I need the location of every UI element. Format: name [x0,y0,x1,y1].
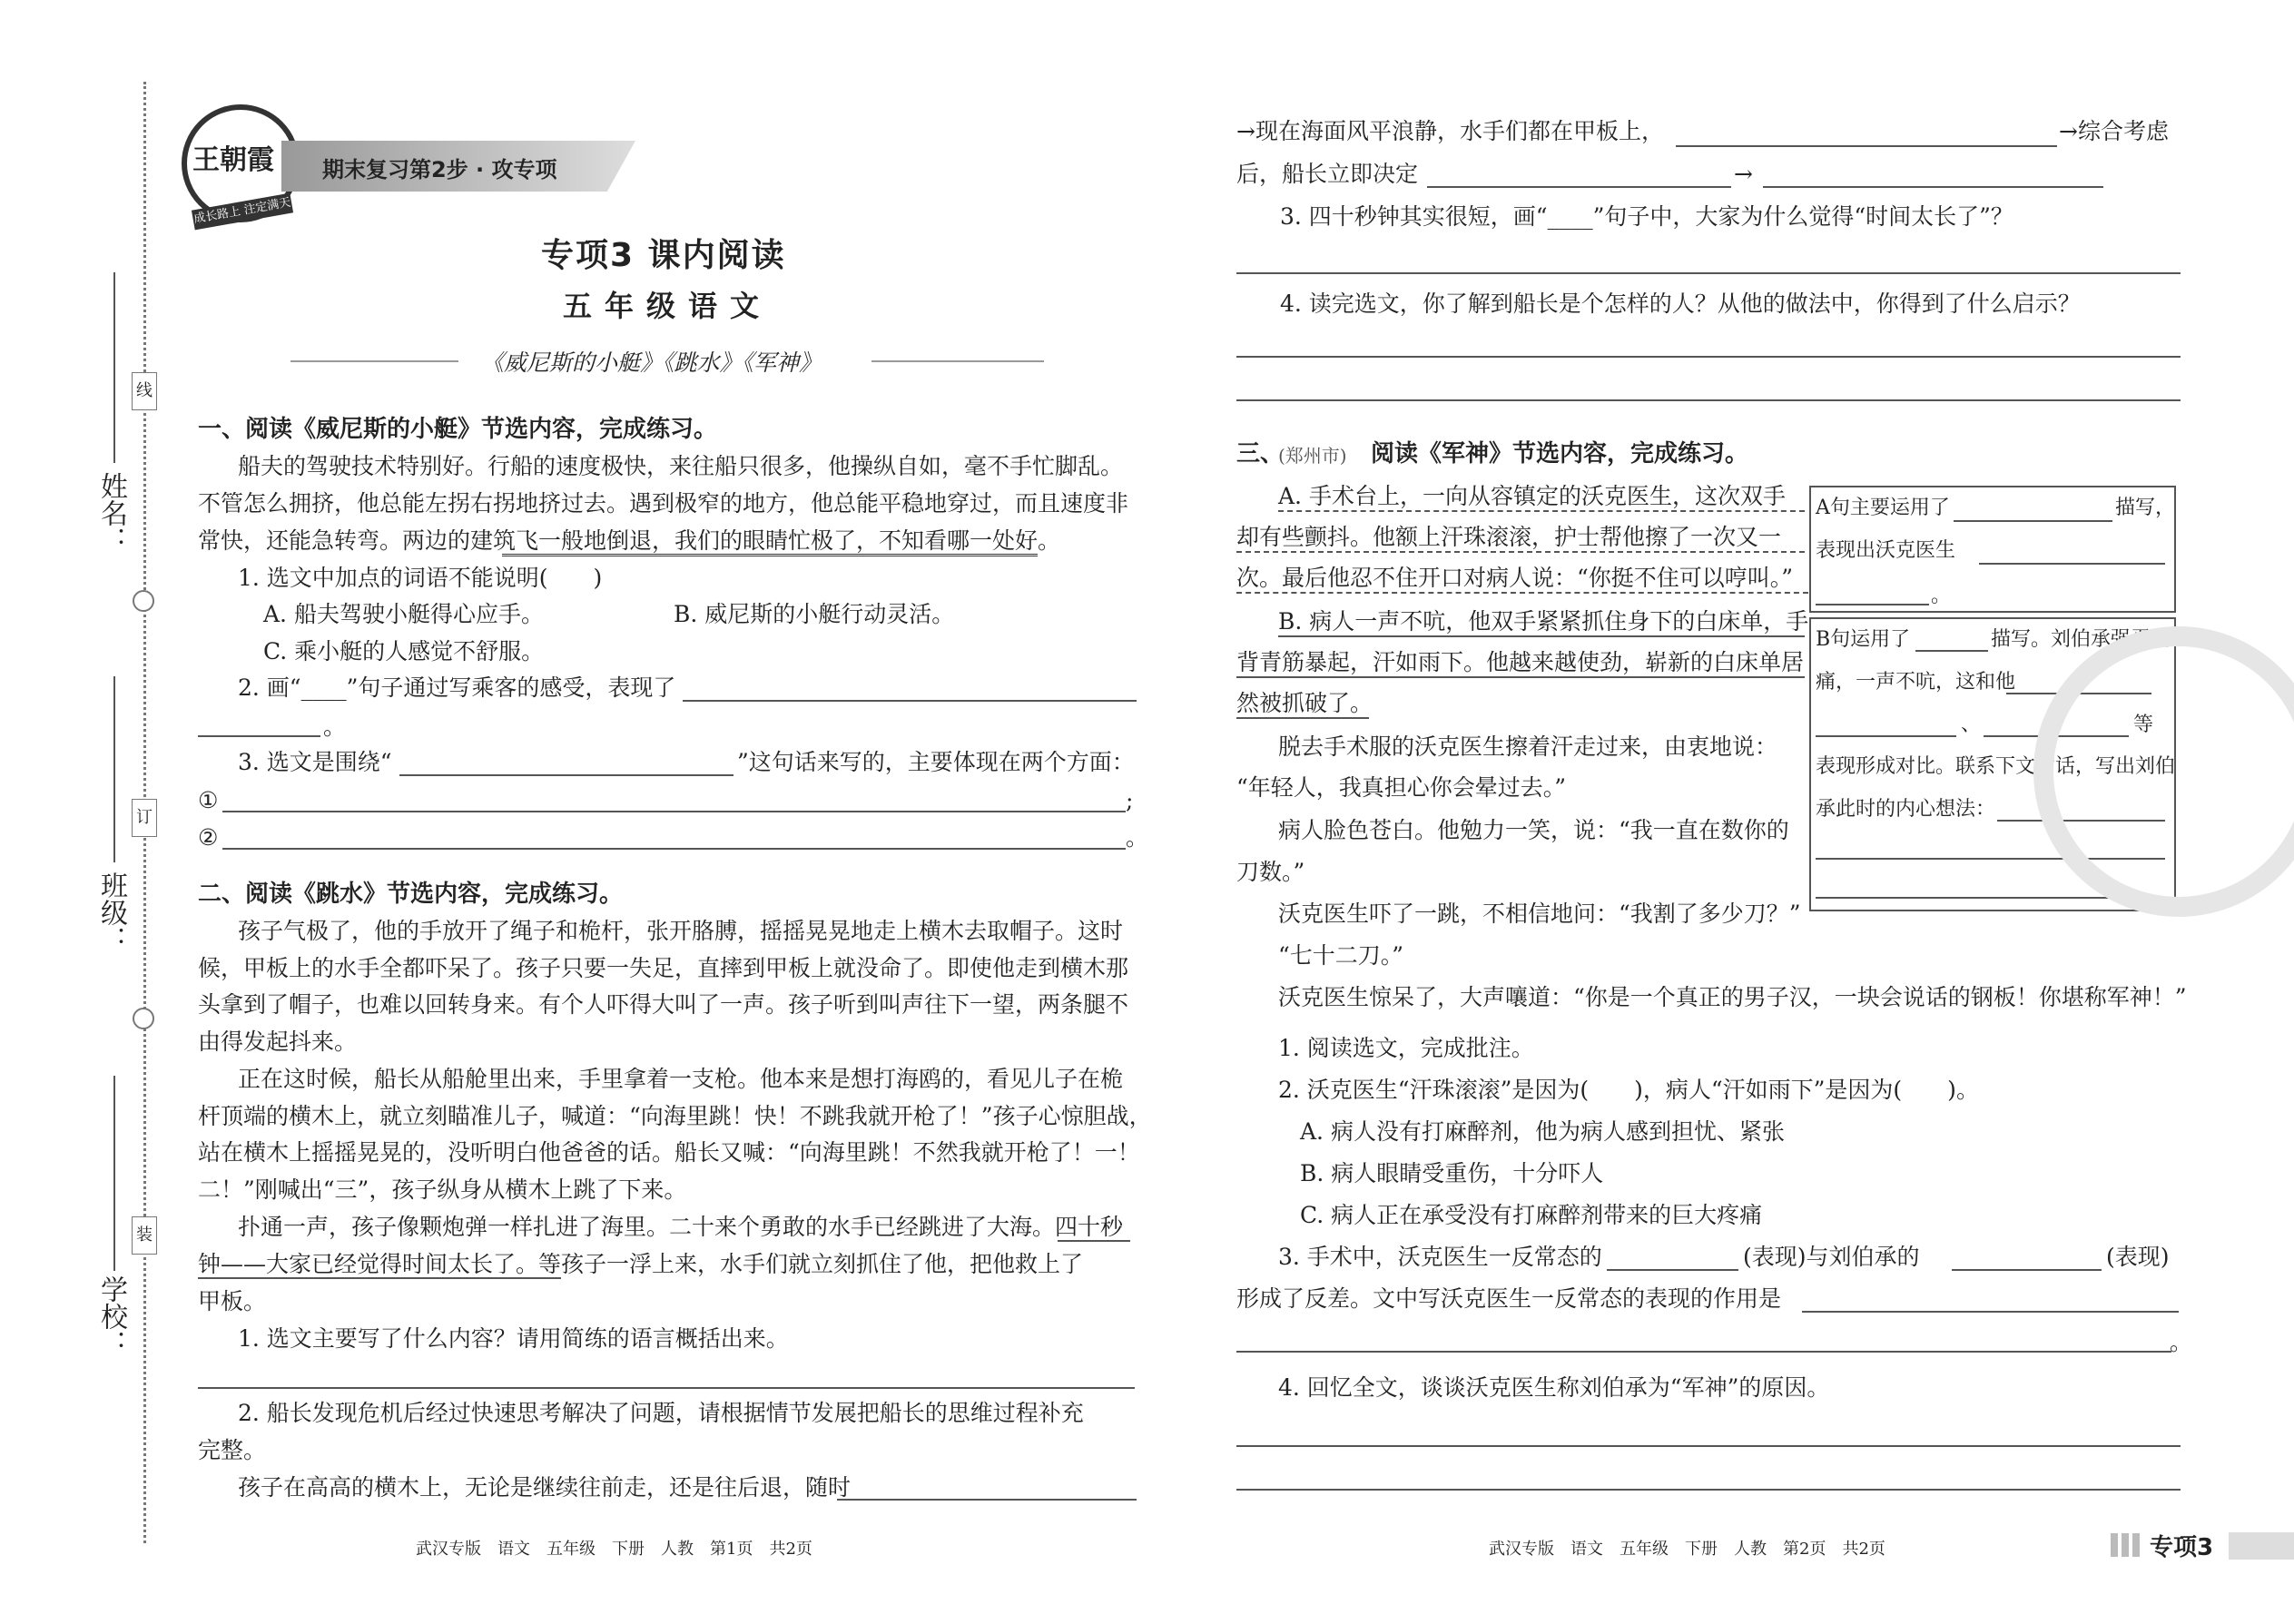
passage-line: 杆顶端的横木上，就立刻瞄准儿子，喊道：“向海里跳！快！不跳我就开枪了！”孩子心惊胆战， [198,1103,1152,1129]
answer-line[interactable] [1802,1311,2179,1313]
question-cont: 孩子在高高的横木上，无论是继续往前走，还是往后退，随时 [238,1474,852,1501]
divider [871,360,1044,362]
option-a[interactable]: A. 病人没有打麻醉剂，他为病人感到担忧、紧张 [1300,1118,1785,1145]
answer-line[interactable] [1427,186,1731,188]
passage-line: A. 手术台上，一向从容镇定的沃克医生，这次双手 [1278,483,1786,509]
option-c[interactable]: C. 乘小艇的人感觉不舒服。 [263,638,545,664]
answer-line[interactable] [1952,1269,2102,1271]
passage-line: 船夫的驾驶技术特别好。行船的速度极快，来往船只很多，他操纵自如，毫不手忙脚乱。 [238,453,1124,479]
question: 1. 阅读选文，完成批注。 [1278,1035,1534,1061]
sentence-underline [1236,592,1808,594]
passage-line: “七十二刀。” [1278,942,1404,969]
option-a[interactable]: A. 船夫驾驶小艇得心应手。 [263,601,544,627]
question: 1. 选文中加点的词语不能说明( ) [238,565,603,591]
region-tag: (郑州市) [1278,445,1347,467]
option-c[interactable]: C. 病人正在承受没有打麻醉剂带来的巨大疼痛 [1300,1202,1763,1228]
passage-line: “年轻人，我真担心你会晕过去。” [1236,774,1567,801]
class-field[interactable] [113,676,115,862]
question-cont: 完整。 [198,1437,267,1463]
answer-line[interactable] [1236,399,2181,401]
passage-line: 背青筋暴起，汗如雨下。他越来越使劲，崭新的白床单居 [1236,649,1805,675]
option-b[interactable]: B. 威尼斯的小艇行动灵活。 [674,601,955,627]
answer-line[interactable] [1236,1445,2181,1447]
answer-line[interactable] [399,774,733,776]
answer-marker: ② [198,824,219,851]
annotation-text: 承此时的内心想法： [1816,798,1996,821]
answer-line[interactable] [198,1387,1135,1389]
answer-line[interactable] [1676,145,2057,147]
answer-line[interactable] [1236,1351,2171,1353]
answer-line[interactable] [222,811,1126,812]
binding-hole-icon [133,590,154,612]
question: 1. 选文主要写了什么内容？请用简练的语言概括出来。 [238,1325,789,1352]
annotation-text: 痛，一声不吭，这和他 [1816,671,2016,694]
passage-line: 常快，还能急转弯。两边的建筑飞一般地倒退，我们的眼睛忙极了，不知看哪一处好。 [198,527,1061,554]
passage-line: 钟——大家已经觉得时间太长了。等孩子一浮上来，水手们就立刻抓住了他，把他救上了 [198,1251,1084,1277]
tag-bar [2229,1532,2294,1560]
sentence-underline [502,554,1038,556]
sentence-underline [1236,551,1805,553]
passage-line: 脱去手术服的沃克医生擦着汗走过来，由衷地说： [1278,733,1778,760]
annotation-blank[interactable] [1816,604,1929,605]
annotation-blank[interactable] [1954,520,2112,522]
question-cont: (表现)与刘伯承的 [1743,1244,1920,1270]
sentence-underline [198,1277,561,1279]
passage-line: →综合考虑 [2059,118,2169,144]
question-cont: 形成了反差。文中写沃克医生一反常态的表现的作用是 [1236,1285,1782,1312]
passage-line: 不管怎么拥挤，他总能左拐右拐地挤过去。遇到极窄的地方，他总能平稳地穿过，而且速度非 [198,490,1129,517]
passage-line: 扑通一声，孩子像颗炮弹一样扎进了海里。二十来个勇敢的水手已经跳进了大海。四十秒 [238,1214,1124,1240]
passage-line: →现在海面风平浪静，水手们都在甲板上， [1236,118,1664,144]
answer-line[interactable] [1236,356,2181,358]
answer-line[interactable] [683,700,1137,702]
cut-marker-1: 线 [132,372,157,410]
passage-line: B. 病人一声不吭，他双手紧紧抓住身下的白床单，手 [1278,608,1809,635]
banner-label: 期末复习第2步 · 攻专项 [322,157,557,182]
answer-line[interactable] [1236,1489,2181,1491]
question: 2. 沃克医生“汗珠滚滚”是因为( )，病人“汗如雨下”是因为( )。 [1278,1077,1979,1103]
answer-line[interactable] [222,848,1126,850]
annotation-text: 表现形成对比。联系下文对话，写出刘伯 [1816,755,2176,778]
sentence-underline [1058,1240,1130,1242]
passage-line: 头拿到了帽子，也难以回转身来。有个人吓得大叫了一声。孩子听到叫声往下一望，两条腿不 [198,991,1129,1018]
passage-line: 孩子气极了，他的手放开了绳子和桅杆，张开胳膊，摇摇晃晃地走上横木去取帽子。这时 [238,918,1124,944]
passage-line: → [1734,161,1753,187]
divider [290,360,458,362]
name-label: 姓名： [95,472,127,554]
answer-marker: ① [198,787,219,813]
answer-line[interactable] [198,735,320,737]
annotation-text: 、 [1961,714,1982,736]
question: 4. 回忆全文，谈谈沃克医生称刘伯承为“军神”的原因。 [1278,1374,1830,1401]
passage-line: 甲板。 [198,1288,267,1314]
answer-line[interactable] [1607,1269,1738,1271]
sentence-underline [1236,676,1805,678]
passage-line: 却有些颤抖。他额上汗珠滚滚，护士帮他擦了一次又一 [1236,524,1782,550]
question-cont: (表现) [2106,1244,2170,1270]
question: 3. 手术中，沃克医生一反常态的 [1278,1244,1602,1270]
annotation-text: B句运用了 [1816,628,1911,651]
passage-line: 候，甲板上的水手全都吓呆了。孩子只要一失足，直摔到甲板上就没命了。即使他走到横木那 [198,955,1129,981]
question: 3. 四十秒钟其实很短，画“____”句子中，大家为什么觉得“时间太长了”？ [1280,203,2013,230]
annotation-text: A句主要运用了 [1816,497,1950,519]
option-b[interactable]: B. 病人眼睛受重伤，十分吓人 [1300,1160,1604,1186]
question: 3. 选文是围绕“ [238,749,392,775]
name-field[interactable] [113,272,115,463]
page-footer: 武汉专版 语文 五年级 下册 人教 第2页 共2页 [1489,1540,1885,1559]
sentence-underline [1236,717,1369,719]
school-field[interactable] [113,1076,115,1271]
logo-ribbon: 成长路上 注定满天 [192,193,293,231]
passage-line: 病人脸色苍白。他勉力一笑，说：“我一直在数你的 [1278,817,1789,843]
cut-marker-3: 装 [132,1216,157,1255]
logo-text: 王朝霞 [192,144,274,176]
class-label: 班级： [95,871,127,953]
section-heading: 三、 [1236,440,1285,468]
passage-line: 正在这时候，船长从船舱里出来，手里拿着一支枪。他本来是想打海鸥的，看见儿子在桅 [238,1066,1124,1092]
page-subtitle: 五年级语文 [563,289,773,323]
question-cont: ”这句话来写的，主要体现在两个方面： [737,749,1135,775]
sentence-underline [1278,635,1805,637]
passage-line: 沃克医生吓了一跳，不相信地问：“我割了多少刀？” [1278,901,1801,927]
passage-line: 站在横木上摇摇晃晃的，没听明白他爸爸的话。船长又喊：“向海里跳！不然我就开枪了！一！ [198,1139,1140,1166]
answer-line[interactable] [1236,272,2181,274]
footer-grid-icon [2111,1533,2143,1557]
annotation-text: 描写， [2115,497,2176,519]
cut-marker-2: 订 [132,799,157,837]
annotation-blank[interactable] [1816,735,1956,737]
annotation-blank[interactable] [1915,650,1988,652]
question: 2. 画“____”句子通过写乘客的感受，表现了 [238,674,676,701]
binding-hole-icon [133,1008,154,1029]
section-heading: 一、阅读《威尼斯的小艇》节选内容，完成练习。 [198,416,718,443]
page-footer: 武汉专版 语文 五年级 下册 人教 第1页 共2页 [416,1540,812,1559]
question: 2. 船长发现危机后经过快速思考解决了问题，请根据情节发展把船长的思维过程补充 [238,1400,1084,1426]
passage-line: 后，船长立即决定 [1236,161,1419,187]
answer-line[interactable] [837,1499,1137,1501]
answer-line[interactable] [1763,186,2103,188]
annotation-text: 表现出沃克医生 [1816,539,1956,562]
section-heading: 阅读《军神》节选内容，完成练习。 [1371,440,1749,468]
passage-line: 沃克医生惊呆了，大声嚷道：“你是一个真正的男子汉，一块会说话的钢板！你堪称军神！” [1278,984,2187,1010]
readings-list: 《威尼斯的小艇》《跳水》《军神》 [481,349,822,376]
annotation-text: 描写。刘伯承强忍剧 [1991,628,2171,651]
passage-line: 然被抓破了。 [1236,690,1373,716]
passage-line: 由得发起抖来。 [198,1029,358,1055]
annotation-text: 等 [2133,714,2154,736]
question: 4. 读完选文，你了解到船长是个怎样的人？从他的做法中，你得到了什么启示？ [1280,290,2081,317]
page-title: 专项3 课内阅读 [541,237,786,274]
annotation-blank[interactable] [1979,563,2165,565]
sentence-underline [1278,510,1805,512]
passage-line: 二！”刚喊出“三”，孩子纵身从横木上跳了下来。 [198,1176,687,1203]
passage-line: 刀数。” [1236,859,1305,885]
section-tag: 专项3 [2150,1534,2214,1561]
section-heading: 二、阅读《跳水》节选内容，完成练习。 [198,881,624,908]
school-label: 学校： [95,1275,127,1357]
passage-line: 次。最后他忍不住开口对病人说：“你挺不住可以哼叫。” [1236,565,1794,591]
